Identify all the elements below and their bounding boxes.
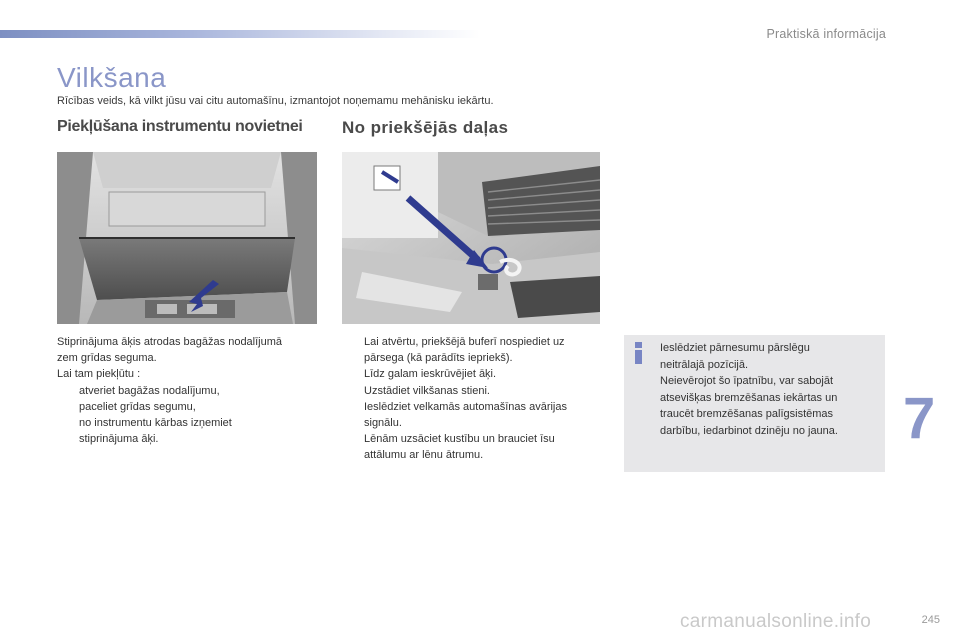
boot-illustration xyxy=(57,152,317,324)
page-number: 245 xyxy=(921,614,940,626)
list-item: no instrumentu kārbas izņemiet stiprinājuma āķi. xyxy=(79,417,232,446)
page-subtitle: Rīcības veids, kā vilkt jūsu vai citu automašīnu, izmantojot noņemamu mehānisku iekārtu. xyxy=(57,95,494,107)
intro-line: zem grīdas seguma. xyxy=(57,352,157,365)
list-item: paceliet grīdas segumu, xyxy=(79,400,196,413)
page-title: Vilkšana xyxy=(57,62,167,93)
list-item: atveriet bagāžas nodalījumu, xyxy=(79,384,220,397)
list-item: Lēnām uzsāciet kustību un brauciet īsu attālumu ar lēnu ātrumu. xyxy=(364,433,555,462)
left-instructions xyxy=(57,334,322,447)
right-heading: No priekšējās daļas xyxy=(342,118,509,137)
info-note xyxy=(624,335,885,472)
intro-line: Lai tam piekļūtu : xyxy=(57,368,141,381)
list-item: Līdz galam ieskrūvējiet āķi. xyxy=(364,368,497,381)
left-heading: Piekļūšana instrumentu novietnei xyxy=(57,118,303,135)
info-icon xyxy=(631,340,645,364)
section-label: Praktiskā informācija xyxy=(766,27,886,41)
header-gradient-bar xyxy=(0,30,480,38)
watermark: carmanualsonline.info xyxy=(680,611,872,632)
list-item: Lai atvērtu, priekšējā buferī nospiediet uz pārsega (kā parādīts iepriekš). xyxy=(364,336,565,365)
intro-line: Stiprinājuma āķis atrodas bagāžas nodalījumā xyxy=(57,336,283,348)
bumper-illustration xyxy=(342,152,600,324)
list-item: Uzstādiet vilkšanas stieni. xyxy=(364,384,490,397)
chapter-number: 7 xyxy=(903,386,936,451)
right-instructions xyxy=(342,334,604,464)
info-text: Ieslēdziet pārnesumu pārslēgu neitrālajā pozīcijā. Neievērojot šo īpatnību, var sabojāt atsevišķas bremzēšanas iekārtas un traucēt bremzēšanas palīgsistēmas darbību, iedarbinot dzinēju no jauna. xyxy=(660,342,838,437)
list-item: Ieslēdziet velkamās automašīnas avārijas signālu. xyxy=(364,400,567,430)
